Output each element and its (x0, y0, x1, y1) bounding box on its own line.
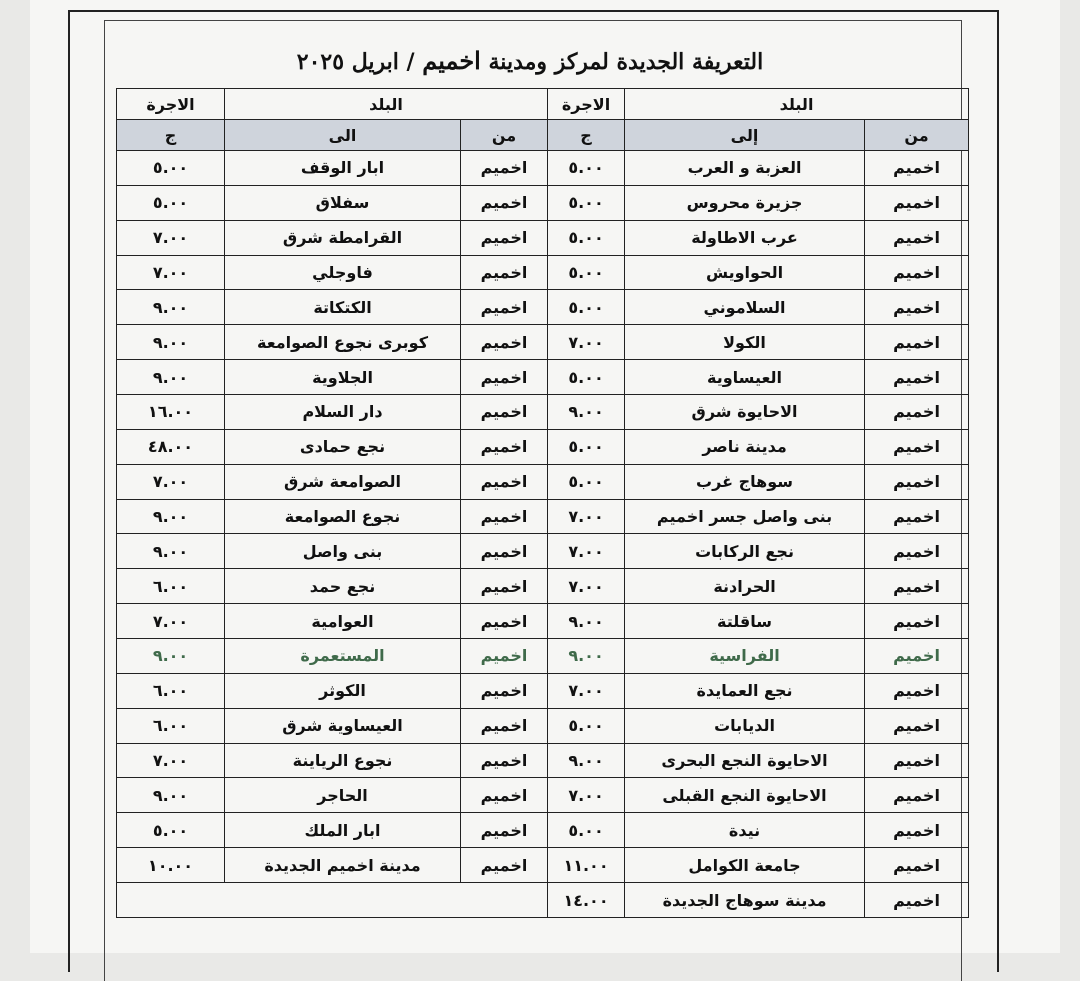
subheader-currency-right: ج (548, 120, 625, 151)
fare-cell-right: ٧.٠٠ (548, 499, 625, 534)
fare-cell-right: ٥.٠٠ (548, 151, 625, 186)
from-cell-right: اخميم (865, 151, 969, 186)
destination-cell-right: نجع الركابات (625, 534, 865, 569)
table-row (117, 325, 969, 360)
destination-cell-right: مدينة ناصر (625, 429, 865, 464)
from-cell-left: اخميم (461, 151, 548, 186)
destination-cell-left: كوبرى نجوع الصوامعة (225, 325, 461, 360)
destination-cell-right: الفراسية (625, 639, 865, 674)
fare-cell-right: ٥.٠٠ (548, 708, 625, 743)
fare-cell-left: ٩.٠٠ (117, 499, 225, 534)
destination-cell-left: الحاجر (225, 778, 461, 813)
fare-cell-left: ٥.٠٠ (117, 151, 225, 186)
from-cell-right: اخميم (865, 743, 969, 778)
from-cell-right: اخميم (865, 848, 969, 883)
title-suffix: / ابريل ٢٠٢٥ (296, 49, 415, 75)
fare-cell-right: ٥.٠٠ (548, 813, 625, 848)
destination-cell-left: دار السلام (225, 395, 461, 430)
table-row (117, 464, 969, 499)
table-row (117, 708, 969, 743)
from-cell-left: اخميم (461, 708, 548, 743)
destination-cell-left: سفلاق (225, 185, 461, 220)
from-cell-right: اخميم (865, 708, 969, 743)
from-cell-right: اخميم (865, 429, 969, 464)
fare-cell-left: ٩.٠٠ (117, 639, 225, 674)
title-prefix: التعريفة الجديدة لمركز ومدينة (488, 49, 764, 75)
from-cell-right: اخميم (865, 464, 969, 499)
from-cell-right: اخميم (865, 778, 969, 813)
destination-cell-right: الكولا (625, 325, 865, 360)
fare-cell-right: ١١.٠٠ (548, 848, 625, 883)
from-cell-left: اخميم (461, 778, 548, 813)
table-row (117, 569, 969, 604)
subheader-from-right: من (865, 120, 969, 151)
from-cell-left: اخميم (461, 220, 548, 255)
fare-cell-right: ٧.٠٠ (548, 569, 625, 604)
fare-cell-right: ٥.٠٠ (548, 220, 625, 255)
from-cell-left: اخميم (461, 325, 548, 360)
destination-cell-left: نجع حمادى (225, 429, 461, 464)
destination-cell-right: سوهاج غرب (625, 464, 865, 499)
fare-cell-left: ٧.٠٠ (117, 255, 225, 290)
fare-cell-left: ٦.٠٠ (117, 673, 225, 708)
table-row (117, 220, 969, 255)
destination-cell-left: ابار الوقف (225, 151, 461, 186)
destination-cell-left: العيساوية شرق (225, 708, 461, 743)
fare-cell-left: ٩.٠٠ (117, 290, 225, 325)
header-place-left: البلد (225, 89, 548, 120)
from-cell-left: اخميم (461, 813, 548, 848)
fare-cell-left: ٥.٠٠ (117, 185, 225, 220)
from-cell-right: اخميم (865, 813, 969, 848)
from-cell-left: اخميم (461, 429, 548, 464)
header-fare-right: الاجرة (548, 89, 625, 120)
header-row (117, 89, 969, 120)
destination-cell-right: جزيرة محروس (625, 185, 865, 220)
destination-cell-left: العوامية (225, 604, 461, 639)
from-cell-right: اخميم (865, 185, 969, 220)
destination-cell-right: العيساوية (625, 360, 865, 395)
subheader-currency-left: ج (117, 120, 225, 151)
fare-cell-left: ٦.٠٠ (117, 708, 225, 743)
destination-cell-left: الصوامعة شرق (225, 464, 461, 499)
from-cell-left: اخميم (461, 604, 548, 639)
from-cell-right: اخميم (865, 360, 969, 395)
table-row (117, 185, 969, 220)
fare-cell-left: ١٦.٠٠ (117, 395, 225, 430)
destination-cell-left: ابار الملك (225, 813, 461, 848)
fare-cell-left: ٦.٠٠ (117, 569, 225, 604)
fare-cell-right: ٩.٠٠ (548, 604, 625, 639)
from-cell-right: اخميم (865, 883, 969, 918)
destination-cell-right: ساقلتة (625, 604, 865, 639)
from-cell-right: اخميم (865, 255, 969, 290)
fare-cell-left: ٧.٠٠ (117, 220, 225, 255)
from-cell-left: اخميم (461, 639, 548, 674)
table-row (117, 673, 969, 708)
table-row (117, 255, 969, 290)
from-cell-right: اخميم (865, 499, 969, 534)
from-cell-right: اخميم (865, 569, 969, 604)
table-row (117, 360, 969, 395)
destination-cell-right: العزبة و العرب (625, 151, 865, 186)
from-cell-left: اخميم (461, 185, 548, 220)
fare-cell-right: ٥.٠٠ (548, 185, 625, 220)
destination-cell-right: السلاموني (625, 290, 865, 325)
fare-cell-left: ٤٨.٠٠ (117, 429, 225, 464)
title-city: اخميم (422, 46, 481, 75)
from-cell-right: اخميم (865, 220, 969, 255)
subheader-from-left: من (461, 120, 548, 151)
from-cell-right: اخميم (865, 639, 969, 674)
from-cell-left: اخميم (461, 848, 548, 883)
from-cell-right: اخميم (865, 290, 969, 325)
from-cell-left: اخميم (461, 673, 548, 708)
destination-cell-right: مدينة سوهاج الجديدة (625, 883, 865, 918)
fare-cell-right: ٥.٠٠ (548, 360, 625, 395)
from-cell-left: اخميم (461, 395, 548, 430)
destination-cell-right: الديابات (625, 708, 865, 743)
table-row (117, 499, 969, 534)
fare-cell-left: ١٠.٠٠ (117, 848, 225, 883)
table-row (117, 395, 969, 430)
destination-cell-right: الحواويش (625, 255, 865, 290)
from-cell-right: اخميم (865, 325, 969, 360)
header-fare-left: الاجرة (117, 89, 225, 120)
subheader-row (117, 120, 969, 151)
from-cell-left: اخميم (461, 569, 548, 604)
destination-cell-left: مدينة اخميم الجديدة (225, 848, 461, 883)
fare-cell-left: ٩.٠٠ (117, 325, 225, 360)
destination-cell-right: الحرادنة (625, 569, 865, 604)
fare-cell-right: ٥.٠٠ (548, 464, 625, 499)
destination-cell-left: فاوجلي (225, 255, 461, 290)
destination-cell-right: نيدة (625, 813, 865, 848)
table-row (117, 534, 969, 569)
destination-cell-left: بنى واصل (225, 534, 461, 569)
fare-cell-right: ١٤.٠٠ (548, 883, 625, 918)
from-cell-left: اخميم (461, 290, 548, 325)
from-cell-left: اخميم (461, 743, 548, 778)
destination-cell-right: الاحايوة شرق (625, 395, 865, 430)
destination-cell-left: نجوع الصوامعة (225, 499, 461, 534)
fare-cell-right: ٩.٠٠ (548, 639, 625, 674)
destination-cell-right: عرب الاطاولة (625, 220, 865, 255)
destination-cell-right: جامعة الكوامل (625, 848, 865, 883)
subheader-to-right: إلى (625, 120, 865, 151)
fare-cell-left: ٥.٠٠ (117, 813, 225, 848)
fare-cell-left: ٩.٠٠ (117, 778, 225, 813)
destination-cell-left: القرامطة شرق (225, 220, 461, 255)
subheader-to-left: الى (225, 120, 461, 151)
from-cell-right: اخميم (865, 604, 969, 639)
fare-cell-right: ٧.٠٠ (548, 778, 625, 813)
fare-cell-left: ٩.٠٠ (117, 534, 225, 569)
from-cell-left: اخميم (461, 534, 548, 569)
from-cell-right: اخميم (865, 673, 969, 708)
fare-cell-right: ٩.٠٠ (548, 395, 625, 430)
fare-cell-right: ٧.٠٠ (548, 325, 625, 360)
table-row (117, 639, 969, 674)
fare-cell-right: ٥.٠٠ (548, 429, 625, 464)
fare-cell-left: ٧.٠٠ (117, 743, 225, 778)
fare-cell-left: ٩.٠٠ (117, 360, 225, 395)
destination-cell-right: نجع العمايدة (625, 673, 865, 708)
destination-cell-left: الكوثر (225, 673, 461, 708)
table-row (117, 151, 969, 186)
table-row (117, 290, 969, 325)
table-row (117, 778, 969, 813)
table-row (117, 883, 969, 918)
table-row (117, 604, 969, 639)
fare-cell-right: ٩.٠٠ (548, 743, 625, 778)
destination-cell-left: نجوع الرياينة (225, 743, 461, 778)
destination-cell-left: المستعمرة (225, 639, 461, 674)
header-place-right: البلد (625, 89, 969, 120)
destination-cell-left: الجلاوية (225, 360, 461, 395)
fare-cell-right: ٧.٠٠ (548, 534, 625, 569)
from-cell-right: اخميم (865, 395, 969, 430)
from-cell-left: اخميم (461, 464, 548, 499)
fare-cell-left: ٧.٠٠ (117, 464, 225, 499)
table-row (117, 429, 969, 464)
table-row (117, 848, 969, 883)
from-cell-right: اخميم (865, 534, 969, 569)
destination-cell-right: بنى واصل جسر اخميم (625, 499, 865, 534)
table-row (117, 743, 969, 778)
from-cell-left: اخميم (461, 360, 548, 395)
tariff-table (116, 88, 969, 918)
fare-cell-right: ٥.٠٠ (548, 290, 625, 325)
destination-cell-left: نجع حمد (225, 569, 461, 604)
destination-cell-right: الاحايوة النجع البحرى (625, 743, 865, 778)
destination-cell-right: الاحايوة النجع القبلى (625, 778, 865, 813)
destination-cell-left: الكتكاتة (225, 290, 461, 325)
table-row (117, 813, 969, 848)
empty-cell (117, 883, 548, 918)
tariff-body (117, 151, 969, 918)
from-cell-left: اخميم (461, 255, 548, 290)
fare-cell-right: ٥.٠٠ (548, 255, 625, 290)
fare-cell-left: ٧.٠٠ (117, 604, 225, 639)
fare-cell-right: ٧.٠٠ (548, 673, 625, 708)
from-cell-left: اخميم (461, 499, 548, 534)
document-title (240, 46, 820, 75)
